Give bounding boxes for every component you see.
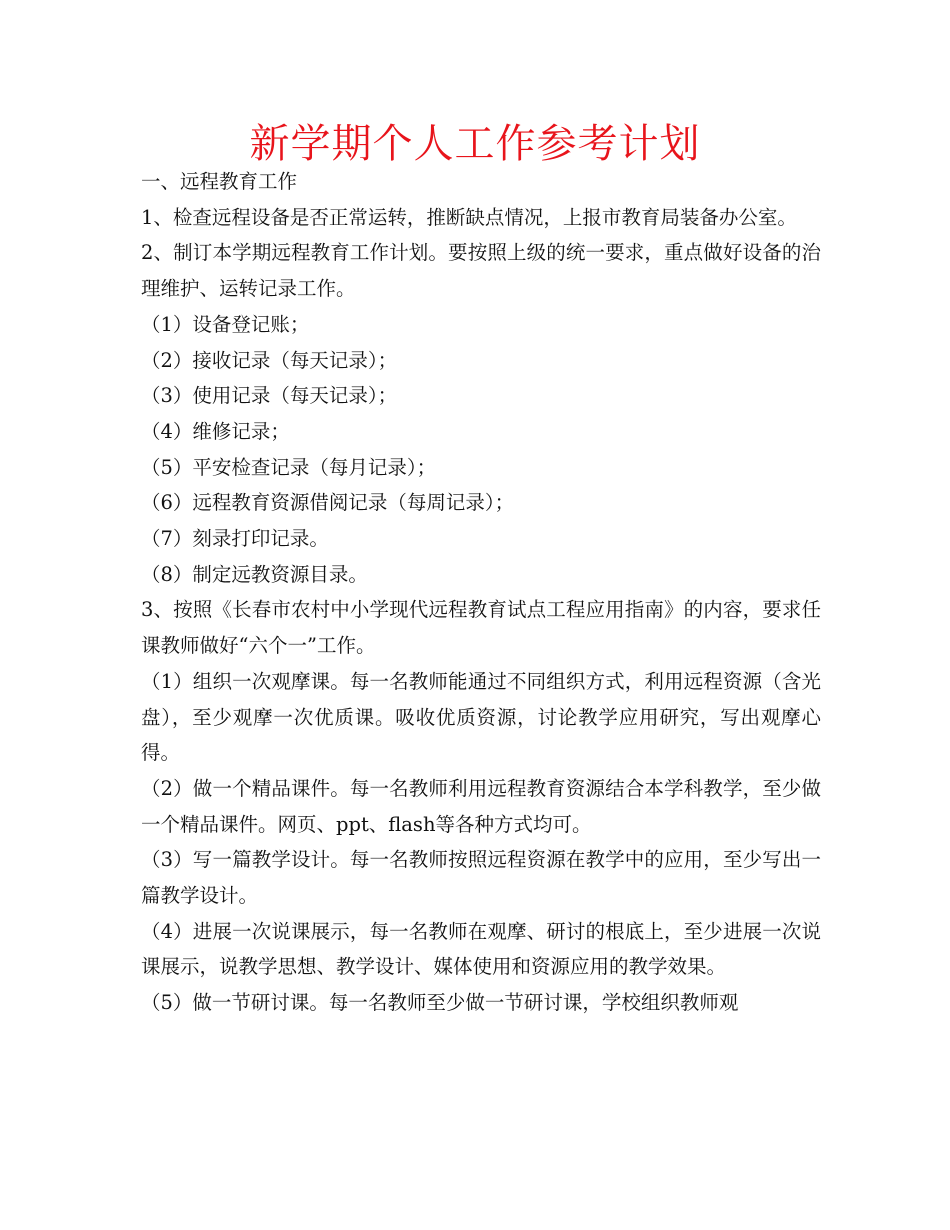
section-heading: 一、远程教育工作 bbox=[141, 170, 298, 193]
list-item: （4）维修记录； bbox=[141, 419, 290, 443]
paragraph: 1、检查远程设备是否正常运转，推断缺点情况，上报市教育局装备办公室。 bbox=[141, 205, 797, 229]
document-title: 新学期个人工作参考计划 bbox=[249, 121, 701, 167]
list-item: （1）组织一次观摩课。每一名教师能通过不同组织方式，利用远程资源（含光盘），至少观摩一次优质课。吸收优质资源，讨论教学应用研究，写出观摩心得。 bbox=[141, 669, 821, 765]
list-item: （2）接收记录（每天记录）； bbox=[141, 348, 398, 372]
list-item: （5）平安检查记录（每月记录）； bbox=[141, 455, 437, 479]
paragraph: 3、按照《长春市农村中小学现代远程教育试点工程应用指南》的内容，要求任课教师做好“六个一”工作。 bbox=[141, 598, 821, 658]
document-body bbox=[141, 164, 821, 1021]
list-item: （2）做一个精品课件。每一名教师利用远程教育资源结合本学科教学，至少做一个精品课件。网页、ppt、flash等各种方式均可。 bbox=[141, 776, 821, 836]
list-item: （4）进展一次说课展示，每一名教师在观摩、研讨的根底上，至少进展一次说课展示，说教学思想、教学设计、媒体使用和资源应用的教学效果。 bbox=[141, 919, 821, 979]
list-item: （1）设备登记账； bbox=[141, 312, 310, 336]
list-item: （3）写一篇教学设计。每一名教师按照远程资源在教学中的应用，至少写出一篇教学设计。 bbox=[141, 848, 821, 908]
list-item: （5）做一节研讨课。每一名教师至少做一节研讨课，学校组织教师观 bbox=[141, 991, 739, 1015]
list-item: （7）刻录打印记录。 bbox=[141, 527, 329, 551]
list-item: （3）使用记录（每天记录）； bbox=[141, 384, 398, 408]
list-item: （8）制定远教资源目录。 bbox=[141, 562, 368, 586]
list-item: （6）远程教育资源借阅记录（每周记录）； bbox=[141, 491, 515, 515]
paragraph: 2、制订本学期远程教育工作计划。要按照上级的统一要求，重点做好设备的治理维护、运转记录工作。 bbox=[141, 241, 821, 301]
